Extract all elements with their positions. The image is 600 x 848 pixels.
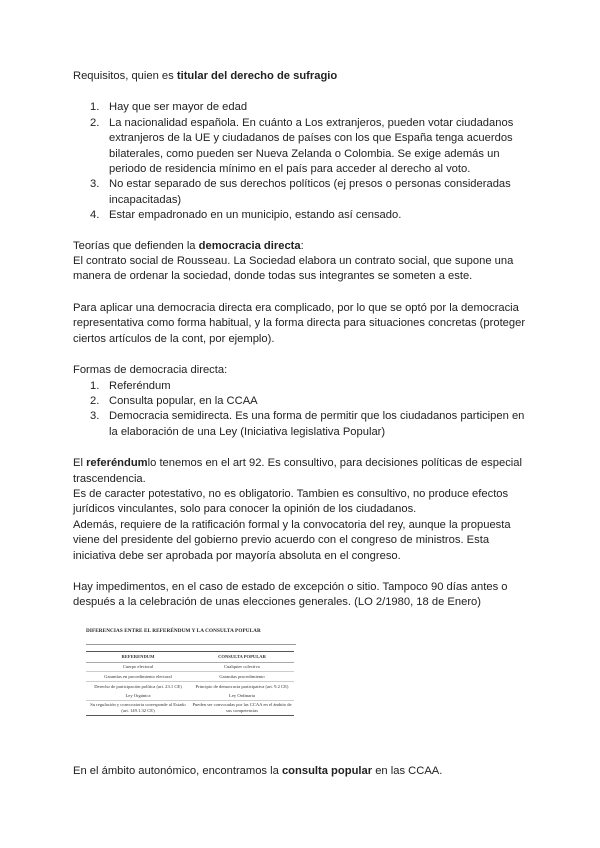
rousseau-paragraph: El contrato social de Rousseau. La Sociedad elabora un contrato social, que supone una manera de ordenar la sociedad, donde todas sus integrantes se someten a este.: [73, 255, 514, 283]
table-header: REFERENDUM: [86, 652, 190, 662]
table-row: [86, 662, 294, 672]
table-cell: Derecho de participación política (art. 23.1 CE): [86, 682, 190, 691]
democracia-directa-heading: Teorías que defienden la democracia directa:: [73, 239, 304, 252]
impedimentos-paragraph: Hay impedimentos, en el caso de estado de excepción o sitio. Tampoco 90 días antes o después a la celebración de unas elecciones generales. (LO 2/1980, 18 de Enero): [73, 580, 508, 609]
requisitos-list: [73, 100, 533, 223]
document-page: [73, 69, 533, 779]
sufragio-intro-bold: titular del derecho de sufragio: [176, 70, 338, 82]
list-item: 1. Referéndum: [90, 379, 171, 392]
list-item: 3. No estar separado de sus derechos políticos (ej presos o personas consideradas incapacitadas): [90, 178, 511, 206]
table-row: [86, 691, 294, 700]
table-cell: Cualquier colectivo: [223, 664, 261, 670]
table-cell: Su regulación y convocatoria corresponde al Estado (art. 149.1.32 CE): [86, 700, 190, 715]
diferencias-table: [86, 651, 294, 716]
table-row: [86, 700, 294, 715]
formas-list: [73, 379, 533, 441]
consulta-popular-paragraph: En el ámbito autonómico, encontramos la consulta popular en las CCAA.: [73, 765, 443, 778]
table-row: [86, 682, 294, 691]
formas-heading: Formas de democracia directa:: [73, 364, 228, 377]
table-cell: Principio de democracia participativa (art. 9.2 CE): [190, 682, 294, 691]
democracia-aplicacion-paragraph: Para aplicar una democracia directa era complicado, por lo que se optó por la democracia representativa como forma habitual, y la forma directa para situaciones concretas (proteger ciertos artículos de la cont, por ejemplo).: [73, 301, 526, 345]
sufragio-intro: Requisitos, quien es titular del derecho de sufragio: [73, 70, 338, 82]
list-item: 1. Hay que ser mayor de edad: [90, 101, 248, 114]
table-row: [86, 672, 294, 682]
table-cell: Garantías procedimiento: [190, 672, 294, 682]
table-cell: Pueden ser convocadas por las CCAA en el ámbito de sus competencias: [190, 700, 294, 715]
list-item: 2. La nacionalidad española. En cuánto a Los extranjeros, pueden votar ciudadanos extranjeros de la UE y ciudadanos de países con los que España tenga acuerdos bilaterales, como pueden ser Nueva Zelanda o Colombia. Se exige además un periodo de residencia mínimo en el país para acceder al derecho al voto.: [90, 116, 514, 176]
diferencias-table-image: [86, 629, 296, 716]
list-item: 2. Consulta popular, en la CCAA: [90, 394, 258, 407]
table-header-row: [86, 652, 294, 662]
table-cell: Cuerpo electoral: [122, 664, 154, 670]
table-cell: Garantías en procedimiento electoral: [86, 672, 190, 682]
list-item: 3. Democracia semidirecta. Es una forma de permitir que los ciudadanos participen en la elaboración de una Ley (Iniciativa legislativa Popular): [90, 410, 525, 438]
table-cell: Ley Ordinaria: [229, 692, 255, 698]
referendum-paragraph: El referéndumlo tenemos en el art 92. Es consultivo, para decisiones políticas de especial trascendencia. Es de caracter potestativo, no es obligatorio. Tambien es consultivo, no produce efectos jurídicos vinculantes, solo para conocer la opinión de los ciudadanos. Además, requiere de la ratificación formal y la convocatoria del rey, aunque la propuesta viene del presidente del gobierno previo acuerdo con el congreso de ministros. Esta iniciativa debe ser aprobada por mayoría absoluta en el congreso.: [73, 457, 522, 562]
table-header: CONSULTA POPULAR: [190, 652, 294, 662]
list-item: 4. Estar empadronado en un municipio, estando así censado.: [90, 209, 402, 222]
table-title: DIFERENCIAS ENTRE EL REFERÉNDUM Y LA CONSULTA POPULAR: [86, 629, 296, 646]
table-cell: Ley Orgánica: [125, 692, 151, 698]
